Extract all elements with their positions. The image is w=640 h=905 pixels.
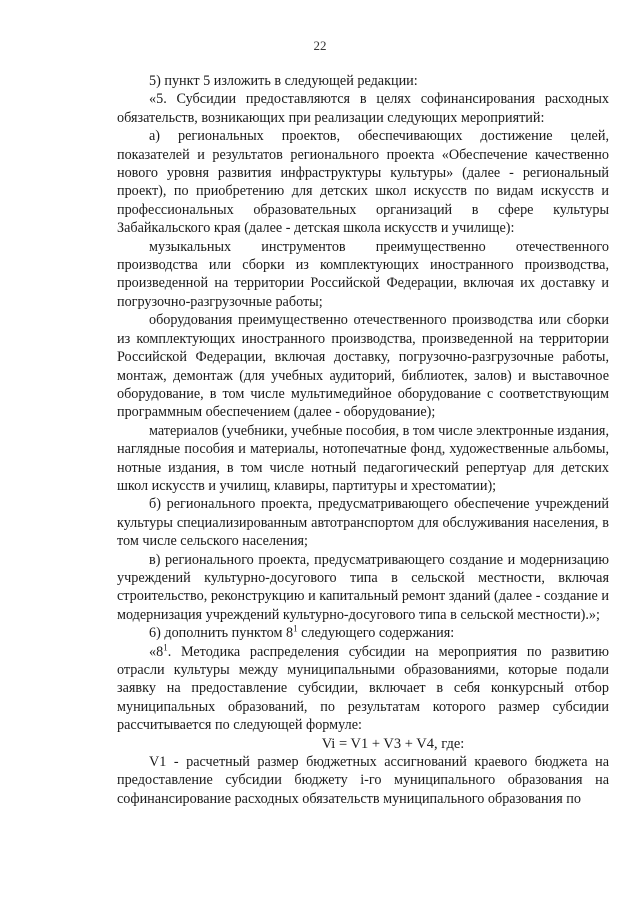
paragraph-item-5-header: 5) пункт 5 изложить в следующей редакции: — [149, 73, 418, 89]
paragraph-subitem-a: а) региональных проектов, обеспечивающих достижение целей, показателей и результатов регионального проекта «Обеспечение качественно нового уровня развития инфраструктуры культуры» (далее - региональный проект), по приобретению для детских школ искусств по видам искусств и профессиональных образовательных организаций в сфере культуры Забайкальского края (далее - детская школа искусств и училище): — [117, 128, 609, 237]
item-6-superscript: 1 — [293, 623, 298, 634]
paragraph-equipment: оборудования преимущественно отечественного производства или сборки из комплектующих иностранного производства, произведенной на территории Российской Федерации, включая доставку, погрузочно-разгрузочные работы, монтаж, демонтаж (для учебных аудиторий, библиотек, залов) и выставочное оборудование, в том числе мультимедийное оборудование с соответствующим программным обеспечением (далее - оборудование); — [117, 312, 609, 421]
paragraph-subitem-b: б) регионального проекта, предусматривающего обеспечение учреждений культуры специализированным автотранспортом для обслуживания населения, в том числе сельского населения; — [117, 496, 609, 550]
formula: Vi = V1 + V3 + V4, где: — [321, 735, 465, 752]
page-number: 22 — [313, 38, 327, 53]
item-6-text-before: 6) дополнить пунктом 8 — [149, 625, 294, 642]
methodology-text-after: . Методика распределения субсидии на мероприятия по развитию отрасли культуры между муниципальными образованиями, которые подали заявку на предоставление субсидии, включает в себя конкурсный отбор муниципальных образований, по результатам которого размер субсидии рассчитывается по следующей формуле: — [117, 643, 609, 734]
methodology-text-before: «8 — [149, 643, 164, 660]
paragraph-materials: материалов (учебники, учебные пособия, в том числе электронные издания, наглядные пособия и материалы, нотопечатные фонд, художественные альбомы, нотные издания, в том числе нотный педагогический репертуар для детских школ искусств и училищ, клавиры, партитуры и хрестоматии); — [117, 422, 609, 494]
item-6-text-after: следующего содержания: — [297, 625, 455, 642]
paragraph-subsidies-purpose: «5. Субсидии предоставляются в целях софинансирования расходных обязательств, возникающих при реализации следующих мероприятий: — [117, 91, 609, 126]
paragraph-subitem-v: в) регионального проекта, предусматривающего создание и модернизацию учреждений культурно-досугового типа в сельской местности, включая строительство, реконструкцию и капитальный ремонт зданий (далее - создание и модернизация учреждений культурно-досугового типа в сельской местности).»; — [117, 551, 609, 623]
methodology-superscript: 1 — [163, 641, 168, 652]
document-body — [117, 72, 609, 808]
paragraph-v1-definition: V1 - расчетный размер бюджетных ассигнований краевого бюджета на предоставление субсидии бюджету i-го муниципального образования на софинансирование расходных обязательств муниципального образования по — [117, 754, 609, 807]
paragraph-item-6-header — [117, 624, 609, 642]
paragraph-methodology — [117, 643, 609, 735]
paragraph-musical-instruments: музыкальных инструментов преимущественно отечественного производства или сборки из комплектующих иностранного производства, произведенной на территории Российской Федерации, включая их доставку и погрузочно-разгрузочные работы; — [117, 238, 609, 310]
